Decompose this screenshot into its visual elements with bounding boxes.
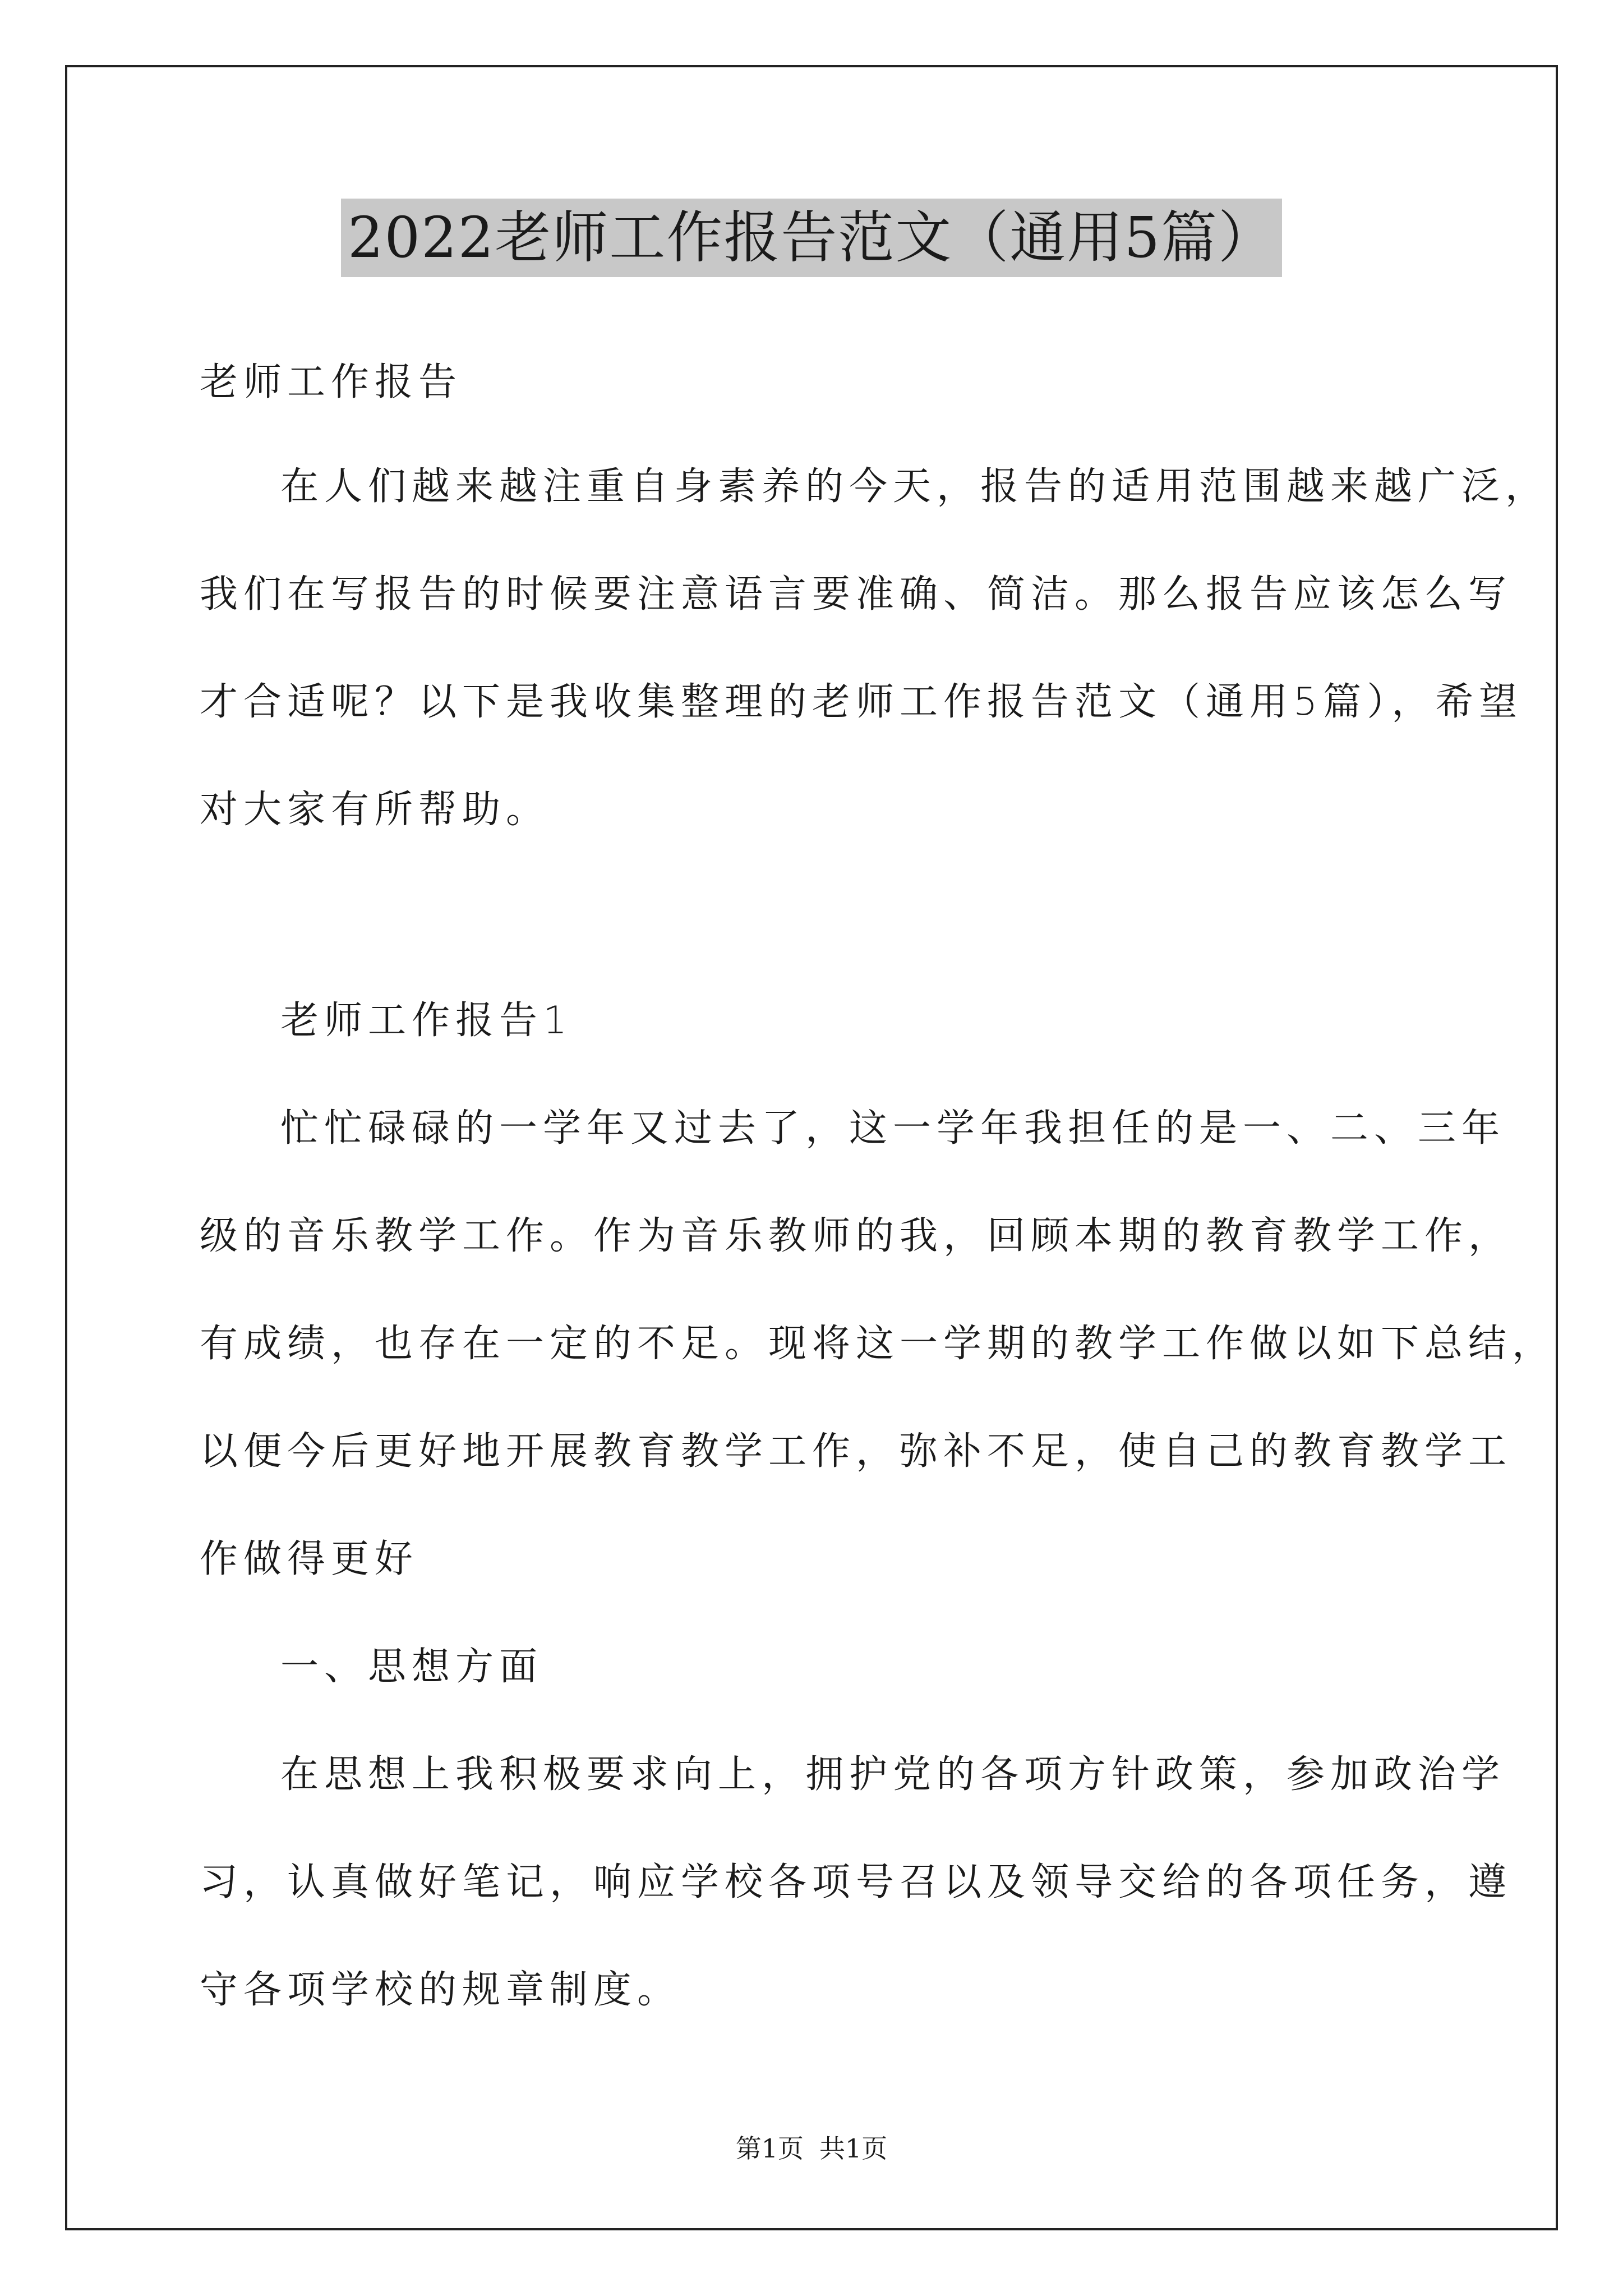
document-title: 2022老师工作报告范文（通用5篇） (341, 199, 1282, 277)
page-number: 第1页 (735, 2133, 804, 2164)
paragraph-line: 作做得更好 (200, 1537, 419, 1581)
page-footer (0, 2132, 1623, 2165)
page-total: 共1页 (819, 2133, 888, 2164)
paragraph-line: 习，认真做好笔记，响应学校各项号召以及领导交给的各项任务，遵 (200, 1860, 1513, 1904)
paragraph-line: 在思想上我积极要求向上，拥护党的各项方针政策，参加政治学 (280, 1752, 1506, 1797)
title-container (0, 199, 1623, 277)
paragraph-line: 我们在写报告的时候要注意语言要准确、简洁。那么报告应该怎么写 (200, 572, 1513, 616)
paragraph-line: 才合适呢？以下是我收集整理的老师工作报告范文（通用5篇），希望 (200, 680, 1523, 724)
subsection-heading: 老师工作报告1 (280, 999, 573, 1043)
section-heading: 老师工作报告 (200, 360, 463, 404)
paragraph-line: 有成绩，也存在一定的不足。现将这一学期的教学工作做以如下总结， (200, 1322, 1556, 1366)
paragraph-line: 在人们越来越注重自身素养的今天，报告的适用范围越来越广泛， (280, 464, 1550, 509)
paragraph-line: 以便今后更好地开展教育教学工作，弥补不足，使自己的教育教学工 (200, 1429, 1513, 1474)
subsection-heading: 一、思想方面 (280, 1645, 543, 1689)
paragraph-line: 级的音乐教学工作。作为音乐教师的我，回顾本期的教育教学工作， (200, 1214, 1513, 1258)
paragraph-line: 对大家有所帮助。 (200, 788, 550, 832)
paragraph-line: 忙忙碌碌的一学年又过去了，这一学年我担任的是一、二、三年 (280, 1106, 1506, 1151)
paragraph-line: 守各项学校的规章制度。 (200, 1968, 681, 2012)
